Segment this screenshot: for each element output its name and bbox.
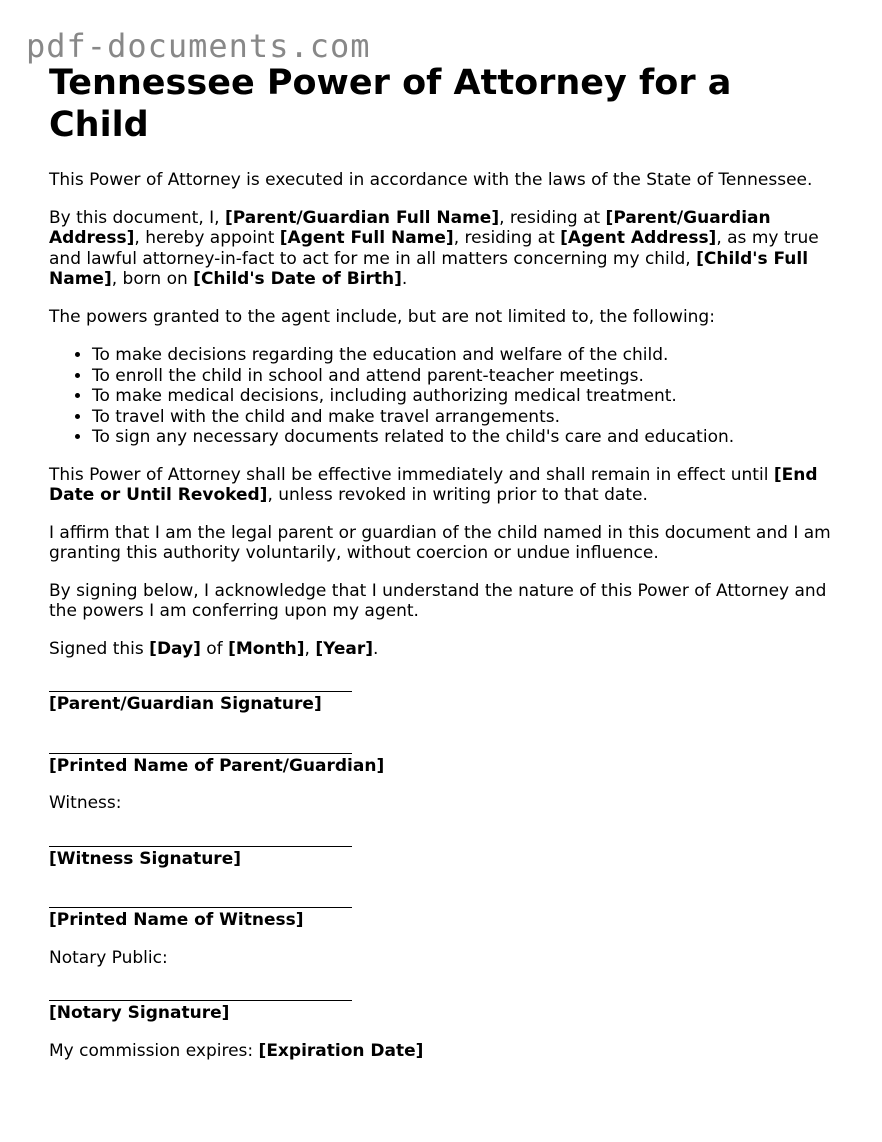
list-item: • To make medical decisions, including authorizing medical treatment.: [92, 386, 839, 407]
signature-line: [49, 753, 352, 754]
signed-text: ,: [304, 638, 316, 659]
year-placeholder: [Year]: [315, 638, 374, 659]
signed-line: [49, 639, 839, 660]
signature-line: [49, 1000, 352, 1001]
document-body: [49, 62, 839, 1061]
day-placeholder: [Day]: [149, 638, 201, 659]
witness-printed-label: [Printed Name of Witness]: [49, 910, 304, 930]
parent-address-placeholder: [Parent/Guardian Address]: [49, 207, 771, 248]
appointment-text: , born on: [111, 269, 194, 289]
notary-label: Notary Public:: [49, 947, 168, 968]
witness-label: Witness:: [49, 793, 122, 813]
signature-line: [49, 691, 352, 692]
signed-text: .: [373, 638, 379, 659]
watermark: pdf-documents.com: [26, 27, 371, 65]
appointment-text: By this document, I,: [49, 207, 225, 228]
parent-signature-label: [Parent/Guardian Signature]: [49, 694, 322, 714]
signed-text: of: [200, 638, 229, 659]
powers-intro: The powers granted to the agent include, but are not limited to, the following:: [49, 306, 715, 327]
effective-paragraph: [49, 465, 839, 506]
signature-line: [49, 907, 352, 908]
parent-printed-block: [49, 753, 839, 777]
witness-printed-block: [49, 907, 839, 931]
child-name-placeholder: [Child's Full Name]: [49, 248, 809, 289]
intro-paragraph: This Power of Attorney is executed in accordance with the laws of the State of Tennessee.: [49, 170, 813, 190]
appointment-paragraph: [49, 208, 839, 290]
commission-line: [49, 1041, 839, 1062]
list-item: • To travel with the child and make travel arrangements.: [92, 407, 839, 428]
list-item: • To make decisions regarding the education and welfare of the child.: [92, 345, 839, 366]
appointment-text: , residing at: [499, 207, 606, 228]
notary-signature-block: [49, 1000, 839, 1024]
child-dob-placeholder: [Child's Date of Birth]: [193, 269, 402, 289]
witness-signature-block: [49, 846, 839, 870]
parent-signature-block: [49, 691, 839, 715]
appointment-text: , as my true and lawful attorney-in-fact to act for me in all matters concerning my child,: [49, 228, 819, 269]
document-title: Tennessee Power of Attorney for a Child: [49, 63, 732, 145]
list-item: • To enroll the child in school and attend parent-teacher meetings.: [92, 366, 839, 387]
affirm-paragraph: I affirm that I am the legal parent or guardian of the child named in this document and I am granting this authority voluntarily, without coercion or undue influence.: [49, 522, 831, 563]
powers-list: [49, 345, 839, 448]
parent-name-placeholder: [Parent/Guardian Full Name]: [224, 207, 500, 228]
signed-text: Signed this: [49, 638, 150, 659]
month-placeholder: [Month]: [228, 638, 305, 659]
witness-signature-label: [Witness Signature]: [49, 848, 241, 869]
notary-signature-label: [Notary Signature]: [49, 1003, 230, 1023]
agent-name-placeholder: [Agent Full Name]: [279, 228, 454, 248]
list-item: • To sign any necessary documents related to the child's care and education.: [92, 427, 839, 448]
appointment-text: .: [401, 269, 408, 289]
acknowledge-paragraph: By signing below, I acknowledge that I understand the nature of this Power of Attorney and the powers I am conferring upon my agent.: [49, 580, 827, 621]
appointment-text: , residing at: [453, 228, 561, 248]
commission-text: My commission expires:: [49, 1040, 259, 1061]
appointment-text: , hereby appoint: [134, 228, 280, 248]
signature-line: [49, 846, 352, 847]
agent-address-placeholder: [Agent Address]: [560, 228, 717, 248]
end-date-placeholder: [End Date or Until Revoked]: [49, 464, 818, 505]
effective-text: , unless revoked in writing prior to that date.: [267, 485, 648, 505]
expiration-placeholder: [Expiration Date]: [258, 1040, 424, 1061]
parent-printed-label: [Printed Name of Parent/Guardian]: [49, 755, 385, 776]
effective-text: This Power of Attorney shall be effective immediately and shall remain in effect until: [49, 464, 774, 485]
